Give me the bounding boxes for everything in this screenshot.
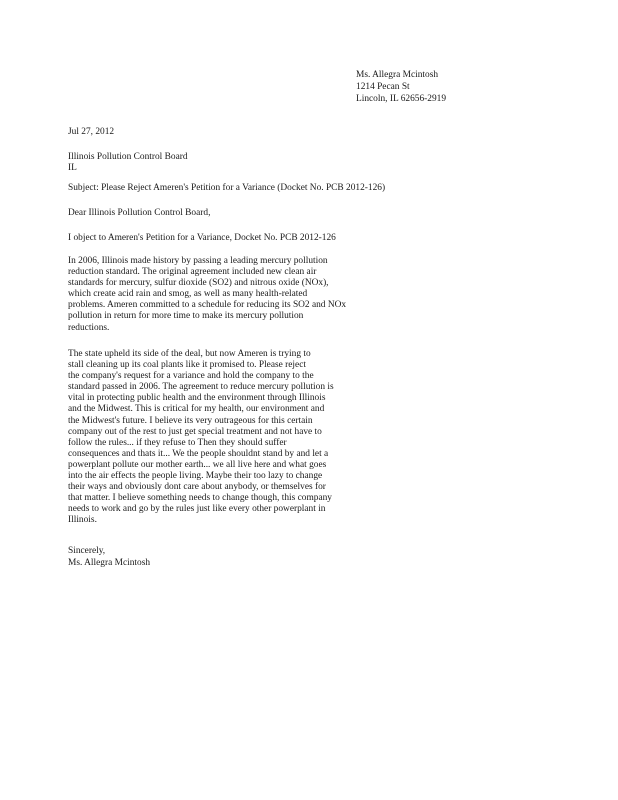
sender-name: Ms. Allegra Mcintosh — [356, 70, 439, 80]
body-line: their ways and obviously dont care about anybody, or themselves for — [68, 482, 326, 493]
body-line: Illinois. — [68, 515, 97, 526]
body-line: In 2006, Illinois made history by passing a leading mercury pollution — [68, 256, 328, 266]
body-line: standard passed in 2006. The agreement to reduce mercury pollution is — [68, 382, 334, 393]
body-paragraph-1 — [68, 256, 350, 334]
closing-block — [68, 546, 150, 569]
body-line: pollution in return for more time to make its mercury pollution — [68, 311, 304, 322]
salutation: Dear Illinois Pollution Control Board, — [68, 208, 211, 218]
body-line: the Midwest's future. I believe its very outrageous for this certain — [68, 415, 313, 426]
body-line: The state upheld its side of the deal, but now Ameren is trying to — [68, 349, 311, 359]
subject-line: Subject: Please Reject Ameren's Petition for a Variance (Docket No. PCB 2012-126) — [68, 183, 386, 193]
body-line: company out of the rest to just get special treatment and not have to — [68, 426, 322, 437]
body-line: needs to work and go by the rules just like every other powerplant in — [68, 504, 326, 515]
body-line: stall cleaning up its coal plants like it promised to. Please reject — [68, 360, 306, 371]
valediction: Sincerely, — [68, 546, 106, 556]
body-line: vital in protecting public health and the environment through Illinois — [68, 393, 326, 404]
body-paragraph-2 — [68, 349, 350, 527]
body-line: that matter. I believe something needs to change though, this company — [68, 493, 332, 504]
sender-street: 1214 Pecan St — [356, 82, 410, 92]
letter-date: Jul 27, 2012 — [68, 127, 115, 137]
recipient-name: Illinois Pollution Control Board — [68, 152, 188, 162]
body-line: into the air effects the people living. Maybe their too lazy to change — [68, 471, 323, 482]
objection-statement: I object to Ameren's Petition for a Variance, Docket No. PCB 2012-126 — [68, 233, 336, 243]
body-line: powerplant pollute our mother earth... we all live here and what goes — [68, 459, 327, 470]
body-line: and the Midwest. This is critical for my health, our environment and — [68, 404, 325, 415]
body-line: reduction standard. The original agreement included new clean air — [68, 267, 317, 278]
signature-name: Ms. Allegra Mcintosh — [68, 557, 151, 568]
body-line: standards for mercury, sulfur dioxide (SO2) and nitrous oxide (NOx), — [68, 278, 329, 289]
body-line: the company's request for a variance and hold the company to the — [68, 371, 314, 382]
sender-city-state-zip: Lincoln, IL 62656-2919 — [356, 94, 447, 104]
body-line: which create acid rain and smog, as well as many health-related — [68, 289, 308, 300]
body-line: reductions. — [68, 322, 110, 333]
sender-address-block — [356, 70, 596, 106]
body-line: consequences and thats it... We the people shouldnt stand by and let a — [68, 448, 329, 459]
recipient-address-block — [68, 152, 188, 174]
body-line: follow the rules... if they refuse to Then they should suffer — [68, 437, 287, 448]
recipient-state: IL — [68, 163, 77, 173]
body-line: problems. Ameren committed to a schedule for reducing its SO2 and NOx — [68, 300, 347, 311]
